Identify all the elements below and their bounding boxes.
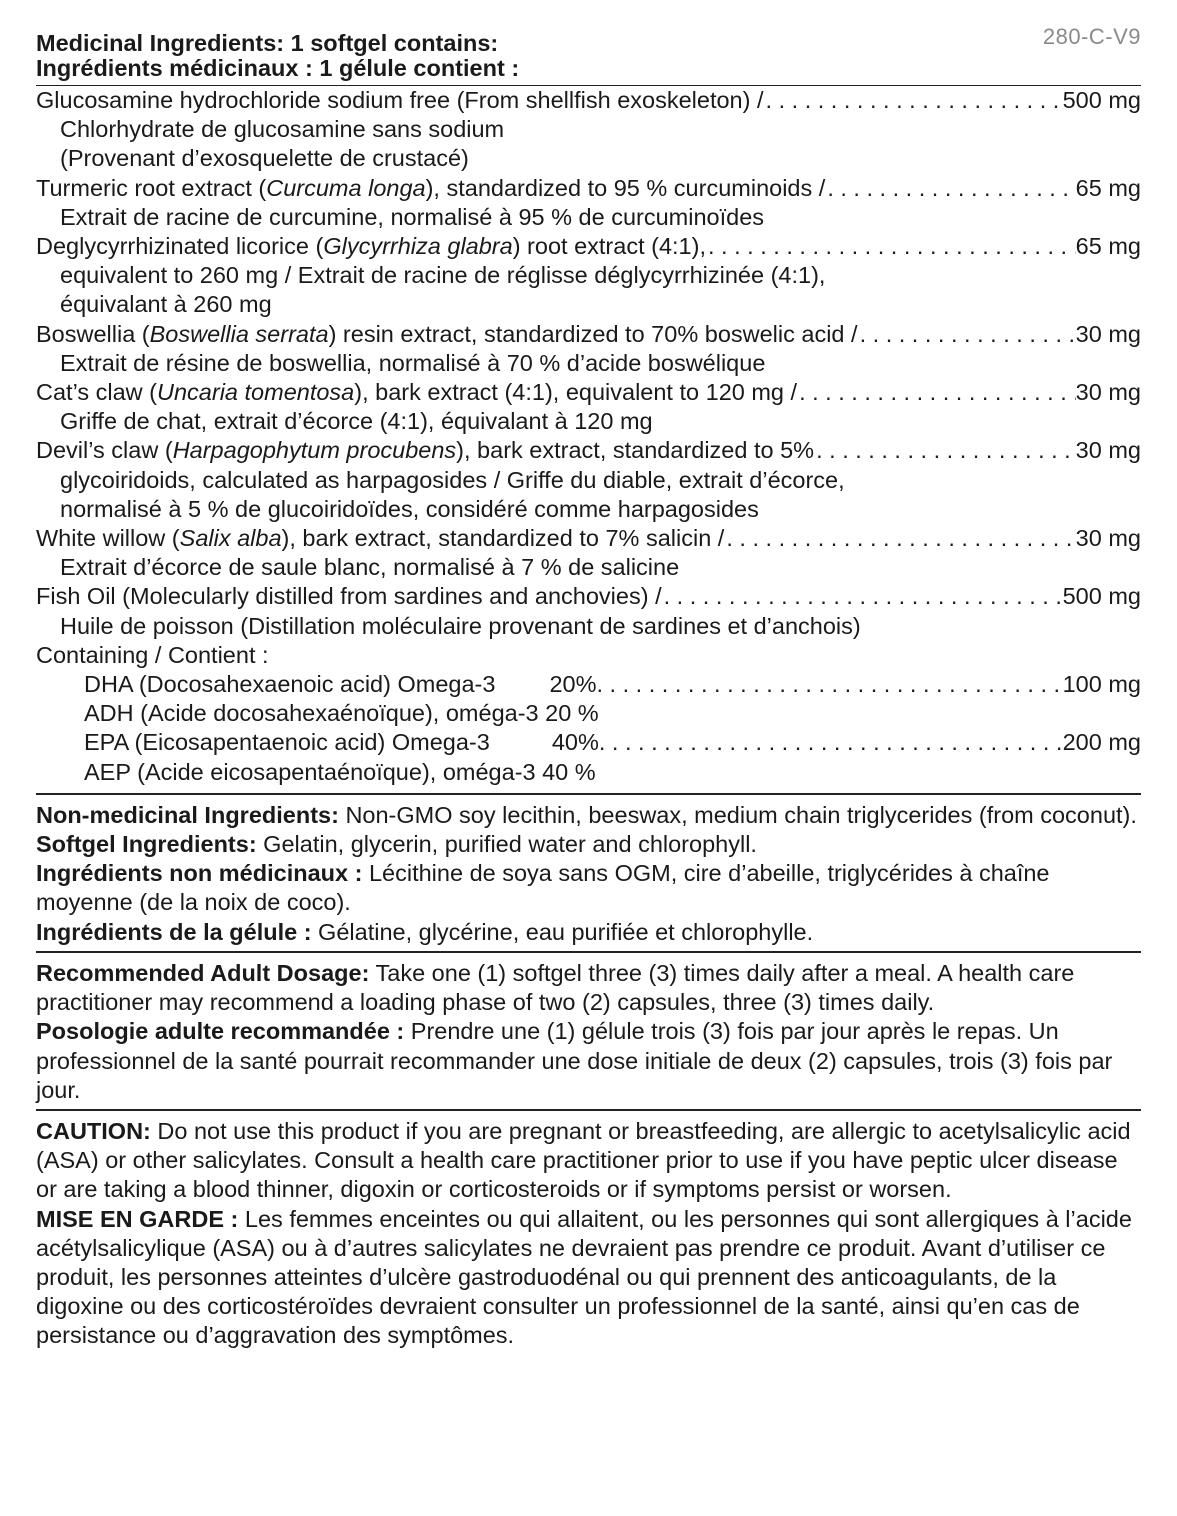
ingredient-white-willow [36,524,1141,553]
ingredient-amount: 30 mg [1075,379,1141,406]
ingredient-turmeric [36,174,1141,203]
section-label: MISE EN GARDE : [36,1205,239,1232]
section-text: Do not use this product if you are pregnant or breastfeeding, are allergic to acetylsalicylic acid (ASA) or other salicylates. Consult a health care practitioner prior to use if you have peptic ulcer disease or are taking a blood thinner, digoxin or corticosteroids or if symptoms persist or worsen. [36,1117,1131,1203]
ingredient-fr: Extrait d’écorce de saule blanc, normalisé à 7 % de salicine [60,554,680,581]
latin-name: Curcuma longa [266,174,426,201]
ingredient-boswellia [36,320,1141,349]
latin-name: Salix alba [179,525,282,552]
section-label: Posologie adulte recommandée : [36,1018,405,1045]
latin-name: Glycyrrhiza glabra [323,233,513,260]
dot-leader [724,524,1075,553]
caution-section [36,1111,1141,1355]
ingredient-detail: équivalant à 260 mg [60,291,272,318]
ingredient-name [36,436,814,465]
ingredient-name: Fish Oil (Molecularly distilled from sardines and anchovies) / [36,583,662,610]
dot-leader [814,436,1076,465]
latin-name: Boswellia serrata [149,320,329,347]
ingredient-name [36,378,797,407]
section-label: Ingrédients de la gélule : [36,918,312,945]
ingredient-name [36,320,858,349]
ingredient-name [36,174,825,203]
ingredient-name [36,232,706,261]
name-part: ), bark extract, standardized to 5% [456,437,815,464]
section-text: Gelatin, glycerin, purified water and chlorophyll. [256,831,757,858]
ingredient-fr: Huile de poisson (Distillation moléculaire provenant de sardines et d’anchois) [60,612,861,639]
ingredient-detail: glycoiridoids, calculated as harpagosides / Griffe du diable, extrait d’écorce, [60,466,845,493]
ingredient-licorice [36,232,1141,261]
name-part: ) root extract (4:1), [512,233,706,260]
ingredient-amount: 30 mg [1075,525,1141,552]
dot-leader [858,320,1076,349]
latin-name: Harpagophytum procubens [172,437,457,464]
dot-leader [706,232,1076,261]
ingredient-glucosamine [36,86,1141,115]
non-medicinal-en [36,801,1141,830]
omega-name: EPA (Eicosapentaenoic acid) Omega-3 [84,729,490,756]
ingredient-amount: 65 mg [1075,174,1141,201]
latin-name: Uncaria tomentosa [157,379,355,406]
ingredient-cats-claw [36,378,1141,407]
name-part: ), standardized to 95 % curcuminoids / [425,174,826,201]
non-medicinal-fr [36,859,1141,917]
containing-label: Containing / Contient : [36,641,269,668]
dot-leader [662,582,1063,611]
omega-name: DHA (Docosahexaenoic acid) Omega-3 [84,671,496,698]
section-text: Les femmes enceintes ou qui allaitent, ou les personnes qui sont allergiques à l’acide acétylsalicylique (ASA) ou à d’autres salicylates ne devraient pas prendre ce produit. Avant d’utiliser ce produit, les personnes atteintes d’ulcère gastroduodénal ou qui prennent des anticoagulants, de la digoxine ou des corticostéroïdes devraient consulter un professionnel de la santé, ainsi qu’en cas de persistance ou d’aggravation des symptômes. [36,1205,1132,1349]
section-text: Take one (1) softgel three (3) times daily after a meal. A health care practitioner may recommend a loading phase of two (2) capsules, three (3) times daily. [36,959,1075,1016]
dot-leader [599,728,1063,757]
dosage-en [36,959,1141,1017]
omega-percent: 20% [549,671,597,698]
ingredient-fr: Extrait de résine de boswellia, normalisé à 70 % d’acide boswélique [60,349,766,376]
non-medicinal-section [36,795,1141,951]
ingredient-amount: 500 mg [1062,87,1141,113]
ingredient-devils-claw [36,436,1141,465]
dot-leader [797,378,1076,407]
name-part: ), bark extract (4:1), equivalent to 120 mg / [354,379,798,406]
name-part: ) resin extract, standardized to 70% boswelic acid / [328,320,858,347]
omega-amount: 100 mg [1062,671,1141,698]
ingredient-amount: 30 mg [1075,437,1141,464]
ingredient-fr: (Provenant d’exosquelette de crustacé) [60,145,469,172]
ingredient-fr: Griffe de chat, extrait d’écorce (4:1), équivalant à 120 mg [60,408,653,435]
ingredient-name [36,524,724,553]
ingredient-fr: Extrait de racine de curcumine, normalisé à 95 % de curcuminoïdes [60,203,765,230]
name-part: ), bark extract, standardized to 7% salicin / [281,525,725,552]
ingredient-fr: Chlorhydrate de glucosamine sans sodium [60,116,505,143]
ingredient-list [36,86,1141,787]
header-fr: Ingrédients médicinaux : 1 gélule contient : [36,55,520,81]
ingredient-amount: 500 mg [1062,583,1141,610]
omega-dha [36,670,1141,699]
ingredient-name: Glucosamine hydrochloride sodium free (From shellfish exoskeleton) / [36,87,764,113]
omega-fr: ADH (Acide docosahexaénoïque), oméga-3 20 % [84,700,599,727]
section-text: Gélatine, glycérine, eau purifiée et chlorophylle. [311,918,814,945]
section-text: Prendre une (1) gélule trois (3) fois par jour après le repas. Un professionnel de la santé pourrait recommander une dose initiale de deux (2) capsules, trois (3) fois par jour. [36,1018,1113,1103]
omega-epa [36,728,1141,757]
section-label: CAUTION: [36,1117,151,1144]
ingredient-detail: normalisé à 5 % de glucoiridoïdes, considéré comme harpagosides [60,495,759,522]
dot-leader [825,174,1075,203]
name-part: Deglycyrrhizinated licorice ( [36,233,324,260]
softgel-en [36,830,1141,859]
ingredient-amount: 30 mg [1075,320,1141,347]
ingredient-fish-oil [36,582,1141,611]
dosage-section [36,953,1141,1109]
ingredient-detail: equivalent to 260 mg / Extrait de racine de réglisse déglycyrrhizinée (4:1), [60,262,826,289]
ingredient-amount: 65 mg [1075,233,1141,260]
dosage-fr [36,1017,1141,1105]
label-code: 280-C-V9 [1042,24,1141,49]
section-label: Softgel Ingredients: [36,831,257,858]
omega-fr: AEP (Acide eicosapentaénoïque), oméga-3 40 % [84,758,596,785]
name-part: Devil’s claw ( [36,437,173,464]
omega-percent: 40% [551,729,599,756]
section-label: Recommended Adult Dosage: [36,959,370,986]
supplement-label [36,22,1141,1355]
omega-amount: 200 mg [1062,729,1141,756]
softgel-fr [36,918,1141,947]
header-en: Medicinal Ingredients: 1 softgel contains: [36,30,499,56]
medicinal-header [36,22,1141,81]
name-part: Turmeric root extract ( [36,174,267,201]
caution-fr [36,1205,1141,1351]
caution-en [36,1117,1141,1205]
section-label: Non-medicinal Ingredients: [36,801,339,828]
name-part: Cat’s claw ( [36,379,158,406]
section-text: Lécithine de soya sans OGM, cire d’abeille, triglycérides à chaîne moyenne (de la noix de coco). [36,860,1050,916]
dot-leader [764,86,1063,115]
name-part: Boswellia ( [36,320,150,347]
section-text: Non-GMO soy lecithin, beeswax, medium chain triglycerides (from coconut). [338,801,1137,828]
section-label: Ingrédients non médicinaux : [36,860,363,887]
dot-leader [597,670,1063,699]
name-part: White willow ( [36,525,180,552]
